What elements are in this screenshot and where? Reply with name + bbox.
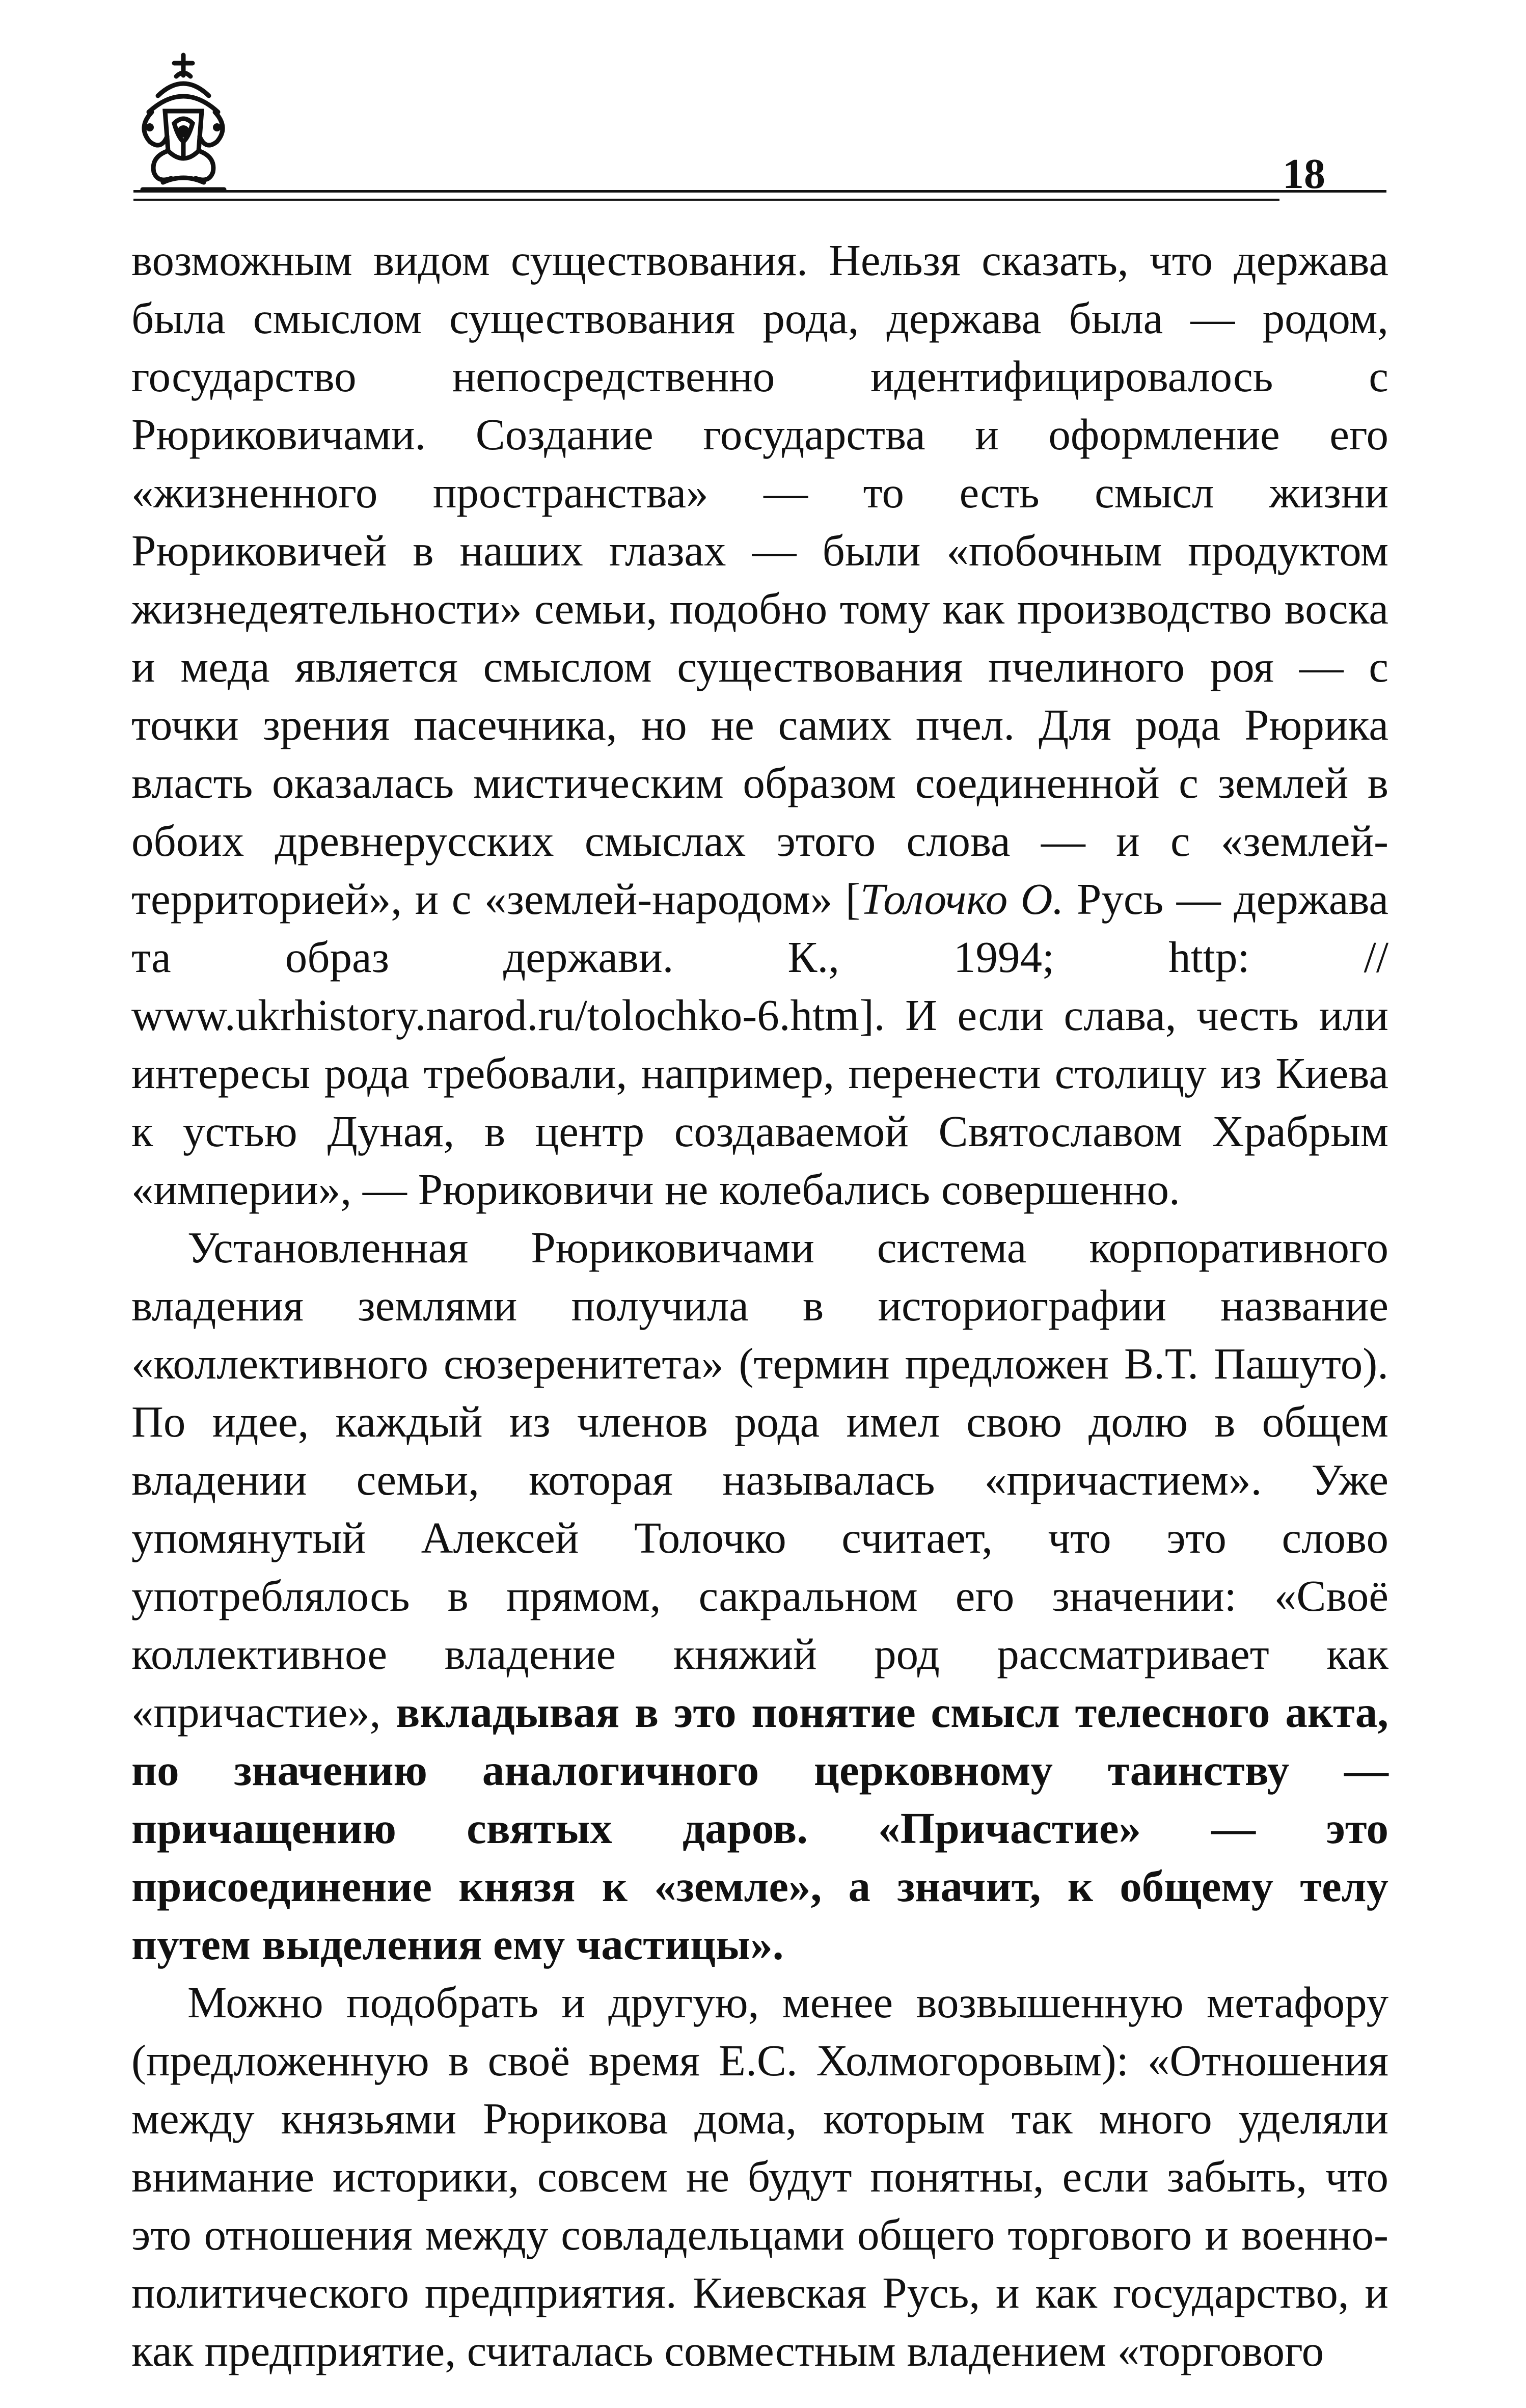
ornament-emblem-icon — [127, 51, 239, 199]
text-segment: Можно подобрать и другую, менее возвышенную метафору (предложенную в своё время Е.С. Холмогоровым): «Отношения между князьями Рюрикова дома, которым так много уделяли внимание историки, совсем не будут понятны, если забыть, что это отношения между совладельцами общего торгового и военно-политического предприятия. Киевская Русь, и как государство, и как предприятие, считалась совместным владением «торгового — [131, 1978, 1388, 2375]
body-text — [131, 231, 1388, 2380]
text-segment: Русь — держава та образ держави. К., 1994; http: // www.ukrhistory.narod.ru/tolochko-6.htm]. И если слава, честь или интересы рода требовали, например, перенести столицу из Киева к устью Дуная, в центр создаваемой Святославом Храбрым «империи», — Рюриковичи не колебались совершенно. — [131, 874, 1388, 1214]
citation-author: Толочко О. — [860, 874, 1064, 924]
text-segment: Установленная Рюриковичами система корпоративного владения землями получила в историографии название «коллективного сюзеренитета» (термин предложен В.Т. Пашуто). По идее, каждый из членов рода имел свою долю в общем владении семьи, которая называлась «причастием». Уже упомянутый Алексей Толочко считает, что это слово употреблялось в прямом, сакральном его значении: «Своё коллективное владение княжий род рассматривает как «причастие», — [131, 1223, 1388, 1737]
bold-quote: вкладывая в это понятие смысл телесного акта, по значению аналогичного церковному таинству — причащению святых даров. «Причастие» — это присоединение князя к «земле», а значит, к общему телу путем выделения ему частицы». — [131, 1687, 1388, 1969]
text-segment: возможным видом существования. Нельзя сказать, что держава была смыслом существования рода, держава была — родом, государство непосредственно идентифицировалось с Рюриковичами. Создание государства и оформление его «жизненного пространства» — то есть смысл жизни Рюриковичей в наших глазах — были «побочным продуктом жизнедеятельности» семьи, подобно тому как производство воска и меда является смыслом существования пчелиного роя — с точки зрения пасечника, но не самих пчел. Для рода Рюрика власть оказалась мистическим образом соединенной с землей в обоих древнерусских смыслах этого слова — и с «землей-территорией», и с «землей-народом» [ — [131, 235, 1388, 924]
paragraph-1 — [131, 231, 1388, 1219]
paragraph-3 — [131, 1973, 1388, 2380]
header-rule — [133, 190, 1386, 193]
paragraph-2 — [131, 1219, 1388, 1973]
header-rule-secondary — [133, 199, 1279, 201]
page-number: 18 — [1283, 150, 1325, 198]
